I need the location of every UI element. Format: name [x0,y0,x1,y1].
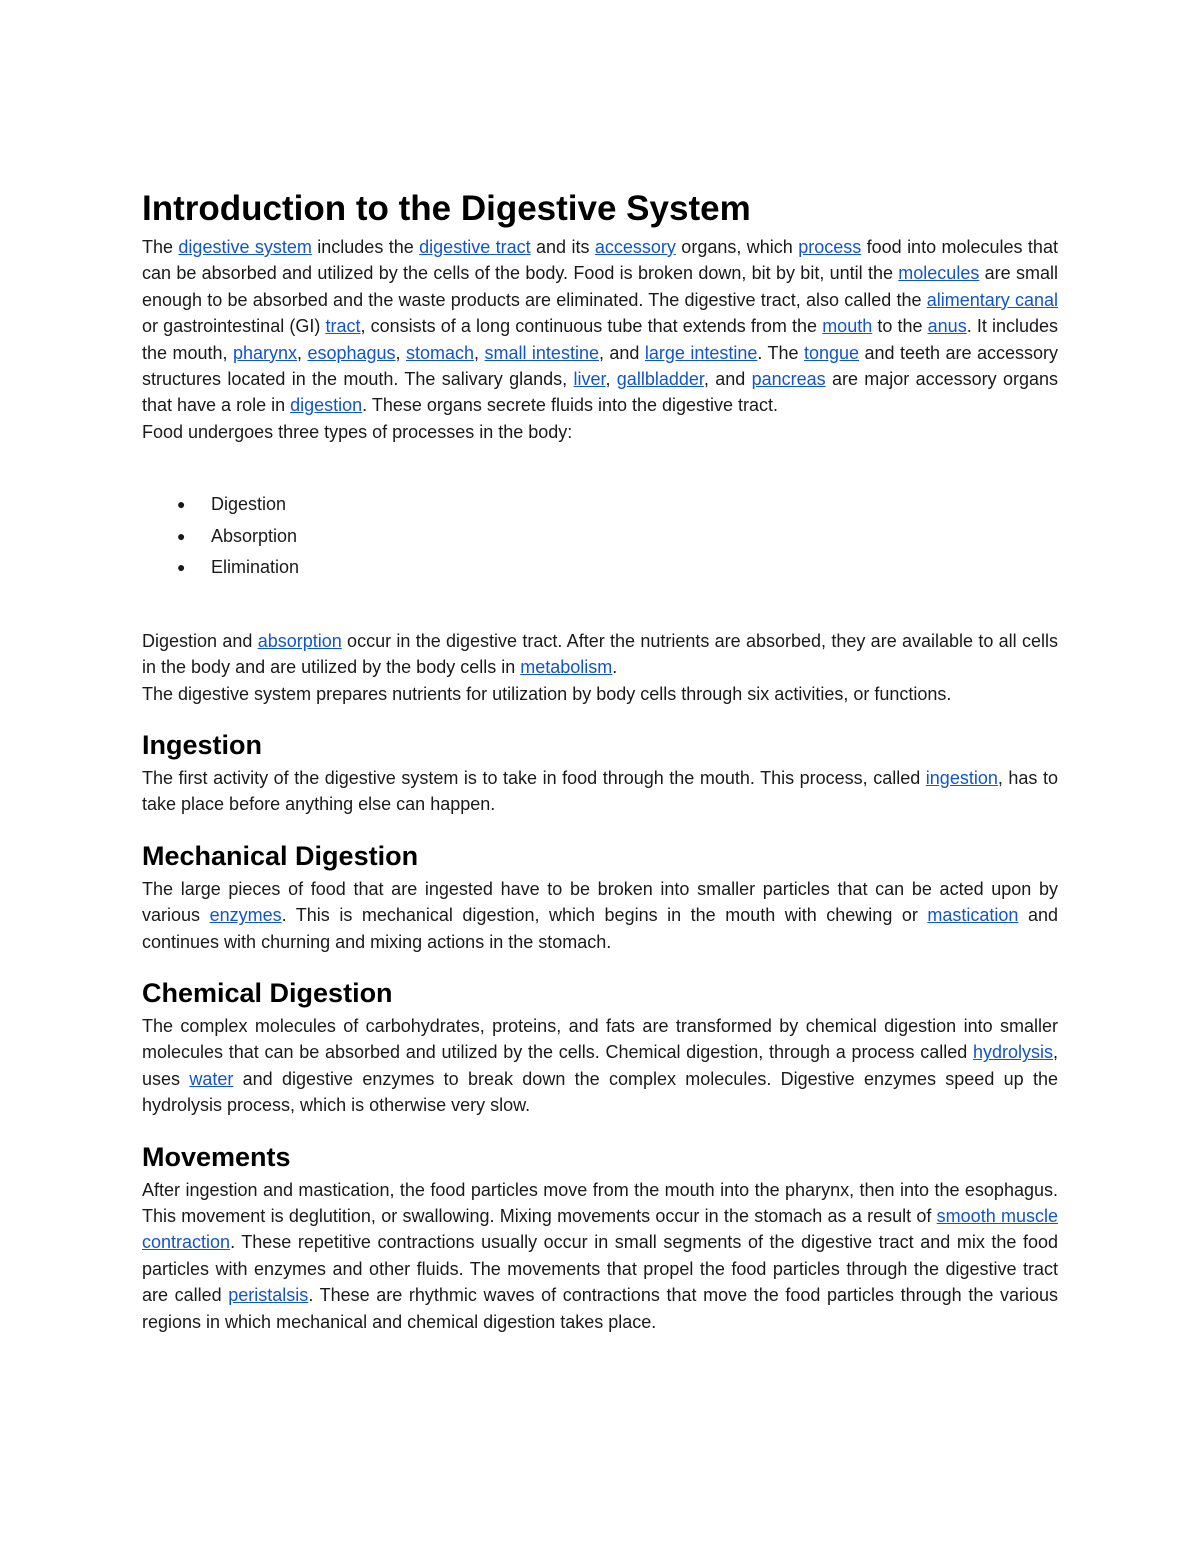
intro-paragraph [142,234,1058,419]
text-run: food into molecules that can be absorbed and utilized by the cells of the body. Food is broken down, bit by bit, until the [142,237,1058,284]
section-heading-ingestion: Ingestion [142,729,262,760]
text-run: After ingestion and mastication, the food particles move from the mouth into the pharynx, then into the esophagus. This movement is deglutition, or swallowing. Mixing movements occur in the stomach as a result of [142,1179,1058,1227]
text-run: organs, which [675,237,799,257]
text-run: Digestion and [142,630,258,651]
link-molecules[interactable]: molecules [898,263,980,284]
link-tongue[interactable]: tongue [804,342,860,363]
text-run: , and [598,342,645,363]
section-heading-chemical-digestion: Chemical Digestion [142,978,393,1008]
bullet-icon: ● [177,527,186,544]
text-run: , and [703,369,752,390]
text-run: The large pieces of food that are ingested have to be broken into smaller particles that can be acted upon by various [142,878,1058,926]
text-run: The first activity of the digestive system is to take in food through the mouth. This process, called [142,767,926,788]
text-run: includes the [311,237,420,257]
list-item: ● Elimination [211,552,1058,584]
link-mastication[interactable]: mastication [927,905,1019,926]
link-hydrolysis[interactable]: hydrolysis [972,1042,1053,1063]
process-list [142,489,1058,584]
text-run: . The [757,342,805,363]
link-accessory[interactable]: accessory [594,237,676,257]
list-item: ● Digestion [211,489,1058,521]
link-smooth-muscle[interactable]: smooth muscle [936,1206,1058,1227]
link-water[interactable]: water [189,1068,234,1089]
link-pancreas[interactable]: pancreas [751,369,826,390]
text-run: . It includes the mouth, [142,316,1059,363]
text-run: , has to take place before anything else can happen. [142,767,1058,815]
text-run: . [612,657,618,678]
functions-intro: The digestive system prepares nutrients for utilization by body cells through six activities, or functions. [142,683,952,704]
link-absorption[interactable]: absorption [257,630,342,651]
text-run: , uses [142,1042,1058,1089]
link-anus[interactable]: anus [927,316,967,337]
link-gallbladder[interactable]: gallbladder [616,369,704,390]
link-large-intestine[interactable]: large intestine [644,342,758,363]
text-run: , [395,342,406,363]
text-run: . These are rhythmic waves of contractions that move the food particles through the various regions in which mechanical and chemical digestion takes place. [142,1285,1058,1332]
text-run: are small enough to be absorbed and the waste products are eliminated. The digestive tract, also called the [142,263,1058,310]
link-alimentary-canal[interactable]: alimentary canal [926,289,1059,310]
bullet-icon: ● [177,496,186,513]
link-digestion[interactable]: digestion [290,395,363,416]
link-process[interactable]: process [798,237,862,257]
link-peristalsis[interactable]: peristalsis [228,1285,309,1306]
section-body-mechanical-digestion [142,876,1058,955]
link-metabolism[interactable]: metabolism [520,657,613,678]
link-digestive-tract[interactable]: digestive tract [419,237,531,257]
section-body-chemical-digestion [142,1013,1058,1119]
link-contraction[interactable]: contraction [142,1232,231,1253]
text-run: and digestive enzymes to break down the complex molecules. Digestive enzymes speed up the hydrolysis process, which is otherwise very slow. [142,1068,1058,1116]
text-run: , [474,342,485,363]
link-stomach[interactable]: stomach [405,342,475,363]
section-heading-movements: Movements [142,1141,291,1172]
text-run: . These organs secrete fluids into the digestive tract. [362,395,779,416]
text-run: , [605,369,617,390]
link-small-intestine[interactable]: small intestine [484,342,599,363]
processes-intro: Food undergoes three types of processes in the body: [142,421,573,442]
text-run: or gastrointestinal (GI) [142,316,326,337]
link-ingestion[interactable]: ingestion [925,767,998,788]
section-heading-mechanical-digestion: Mechanical Digestion [142,840,419,871]
list-item: ● Absorption [211,521,1058,553]
document-page [142,188,1058,1335]
page-title: Introduction to the Digestive System [142,189,751,228]
text-run: , [297,342,308,363]
absorption-paragraph [142,628,1058,681]
text-run: and continues with churning and mixing actions in the stomach. [142,905,1058,952]
link-liver[interactable]: liver [573,369,606,390]
text-run: . These repetitive contractions usually occur in small segments of the digestive tract and mix the food particles with enzymes and other fluids. The movements that propel the food particles through the digestive tract are called [142,1232,1058,1306]
link-esophagus[interactable]: esophagus [307,342,396,363]
text-run: and teeth are accessory structures located in the mouth. The salivary glands, [142,342,1058,390]
bullet-icon: ● [177,559,186,576]
text-run: and its [530,237,595,257]
text-run: The [142,237,179,257]
section-body-ingestion [142,765,1058,818]
text-run: are major accessory organs that have a role in [142,369,1058,416]
text-run: The complex molecules of carbohydrates, proteins, and fats are transformed by chemical digestion into smaller molecules that can be absorbed and utilized by the cells. Chemical digestion, through a process called [142,1016,1058,1063]
link-mouth[interactable]: mouth [822,316,873,337]
link-pharynx[interactable]: pharynx [232,342,297,363]
link-enzymes[interactable]: enzymes [209,905,282,926]
section-body-movements [142,1177,1058,1335]
text-run: occur in the digestive tract. After the nutrients are absorbed, they are available to all cells in the body and are utilized by the body cells in [142,630,1058,678]
text-run: , consists of a long continuous tube that extends from the [360,316,823,337]
link-digestive-system[interactable]: digestive system [178,237,312,257]
text-run: to the [872,316,928,337]
text-run: . This is mechanical digestion, which begins in the mouth with chewing or [281,905,928,926]
link-tract[interactable]: tract [325,316,361,337]
